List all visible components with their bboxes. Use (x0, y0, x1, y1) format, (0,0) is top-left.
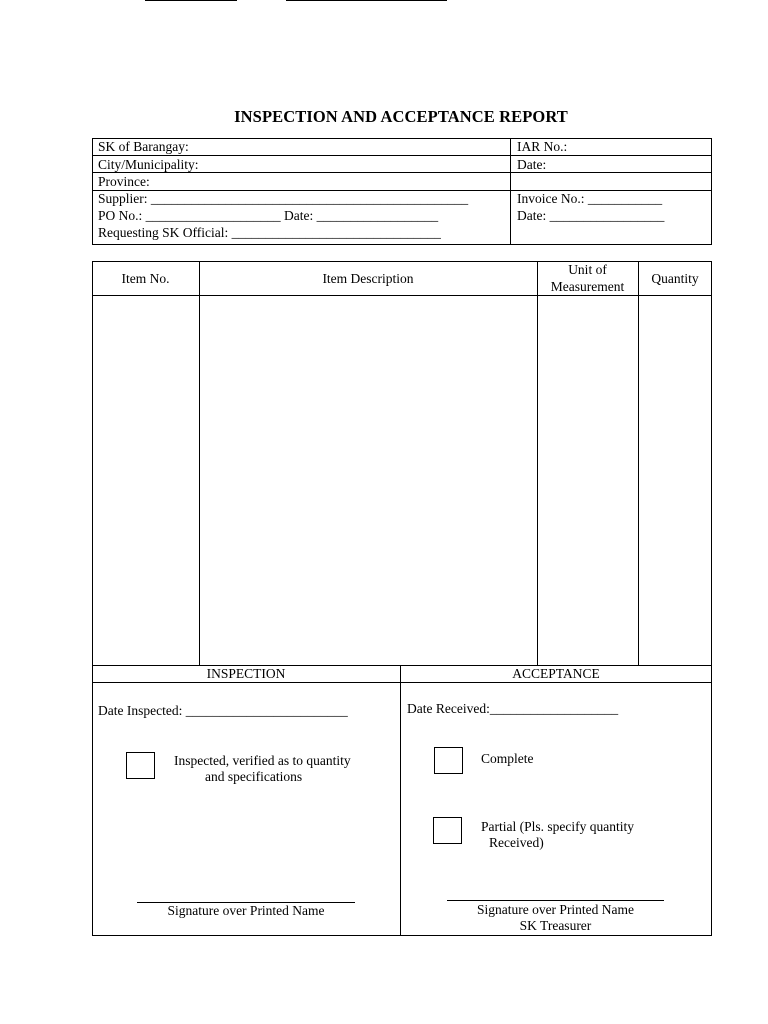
sk-barangay-field[interactable]: SK of Barangay: (98, 139, 189, 154)
inspected-checkbox[interactable] (126, 752, 155, 779)
date-received-field[interactable]: Date Received:___________________ (407, 701, 619, 716)
acceptance-role-label: SK Treasurer (519, 918, 592, 933)
partial-label-line1: Partial (Pls. specify quantity (481, 819, 634, 834)
invoice-date-field[interactable]: Date: _________________ (517, 208, 665, 223)
complete-checkbox[interactable] (434, 747, 463, 774)
partial-label-line2: Received) (489, 835, 544, 850)
province-field[interactable]: Province: (98, 174, 150, 189)
inspection-signature-label: Signature over Printed Name (167, 903, 325, 918)
partial-checkbox[interactable] (433, 817, 462, 844)
column-header-item-no: Item No. (121, 271, 170, 286)
top-fragment-line-left (145, 0, 237, 1)
top-fragment-line-right (286, 0, 447, 1)
iar-no-field[interactable]: IAR No.: (517, 139, 568, 154)
column-header-item-description: Item Description (322, 271, 414, 286)
column-header-unit-line1: Unit of (568, 262, 607, 277)
city-field[interactable]: City/Municipality: (98, 157, 199, 172)
page-title: INSPECTION AND ACCEPTANCE REPORT (234, 107, 568, 126)
inspection-heading: INSPECTION (206, 666, 286, 681)
inspected-label-line1: Inspected, verified as to quantity (174, 753, 351, 768)
column-header-quantity: Quantity (651, 271, 699, 286)
date-field-top[interactable]: Date: (517, 157, 547, 172)
date-inspected-field[interactable]: Date Inspected: ________________________ (98, 703, 348, 718)
items-table (92, 261, 712, 666)
requesting-official-field[interactable]: Requesting SK Official: _______________________________ (98, 225, 441, 240)
acceptance-signature-line (447, 900, 664, 901)
acceptance-heading: ACCEPTANCE (512, 666, 600, 681)
inspected-label-line2: and specifications (205, 769, 303, 784)
column-header-unit-line2: Measurement (550, 279, 625, 294)
po-no-field[interactable]: PO No.: ____________________ Date: __________________ (98, 208, 439, 223)
supplier-field[interactable]: Supplier: _______________________________________________ (98, 191, 469, 206)
invoice-no-field[interactable]: Invoice No.: ___________ (517, 191, 663, 206)
acceptance-signature-label: Signature over Printed Name (476, 902, 635, 917)
complete-label: Complete (481, 751, 534, 766)
